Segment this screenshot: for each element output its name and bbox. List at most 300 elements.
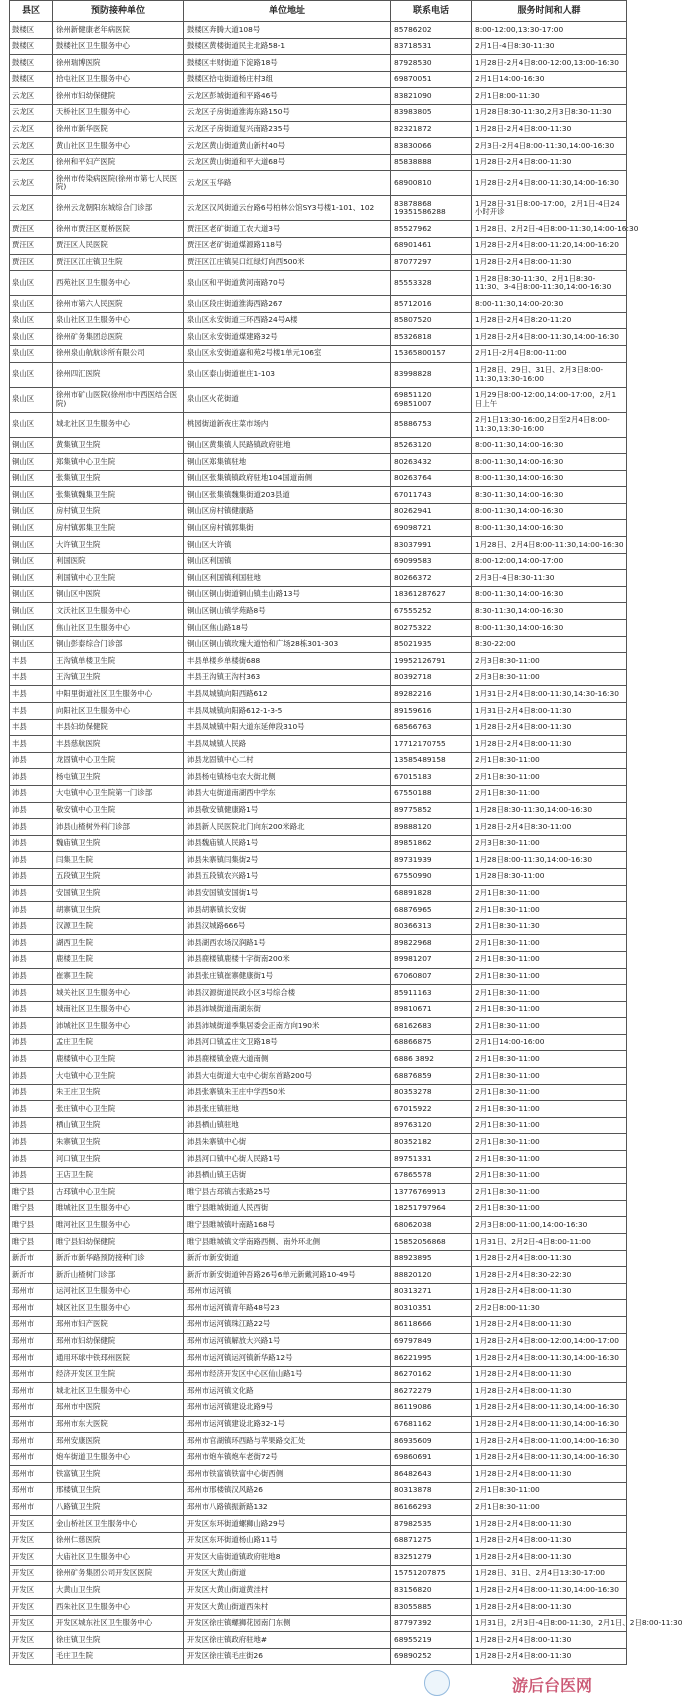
- cell-address: 云龙区玉华路: [184, 171, 391, 196]
- cell-phone: 86270162: [391, 1366, 472, 1383]
- cell-address: 铜山区利国镇利国驻地: [184, 570, 391, 587]
- cell-address: 铜山区焦山路18号: [184, 620, 391, 637]
- table-row: [10, 1200, 627, 1217]
- table-row: [10, 412, 627, 437]
- cell-address: 泉山区火花街道: [184, 387, 391, 412]
- cell-unit: 西朱社区卫生服务中心: [53, 1599, 184, 1616]
- cell-address: 邳州市运河镇文化路: [184, 1383, 391, 1400]
- cell-service-time: 1月28日-2月4日8:00-11:00,14:00-16:30: [472, 1433, 627, 1450]
- cell-unit: 栖山镇卫生院: [53, 1117, 184, 1134]
- cell-service-time: 2月1日8:30-11:00: [472, 1184, 627, 1201]
- cell-county: 沛县: [10, 1117, 53, 1134]
- cell-unit: 王店卫生院: [53, 1167, 184, 1184]
- table-row: [10, 951, 627, 968]
- cell-unit: 徐州仁慈医院: [53, 1532, 184, 1549]
- cell-service-time: 8:00-11:30,14:00-16:30: [472, 503, 627, 520]
- cell-unit: 徐州市第六人民医院: [53, 296, 184, 313]
- table-row: [10, 1217, 627, 1234]
- cell-address: 铜山区张集镇魏集街道203县道: [184, 487, 391, 504]
- cell-address: 贾汪区老矿街道煤源路118号: [184, 237, 391, 254]
- cell-service-time: 2月1日8:30-11:00: [472, 1068, 627, 1085]
- cell-service-time: 2月1日14:00-16:00: [472, 1034, 627, 1051]
- cell-county: 邳州市: [10, 1383, 53, 1400]
- cell-service-time: 1月28日-2月4日8:00-11:30,14:00-16:30: [472, 1449, 627, 1466]
- cell-unit: 朱寨镇卫生院: [53, 1134, 184, 1151]
- cell-address: 铜山区铜山镇玫瑰大道怡和广场28栋301-303: [184, 636, 391, 653]
- cell-phone: 86272279: [391, 1383, 472, 1400]
- header-phone: 联系电话: [391, 1, 472, 22]
- cell-address: 沛县栖山镇驻地: [184, 1117, 391, 1134]
- table-row: [10, 719, 627, 736]
- cell-phone: 89159616: [391, 703, 472, 720]
- cell-county: 泉山区: [10, 362, 53, 387]
- table-row: [10, 1167, 627, 1184]
- cell-unit: 毛庄卫生院: [53, 1648, 184, 1665]
- cell-unit: 徐州矿务集团公司开发区医院: [53, 1565, 184, 1582]
- cell-service-time: 1月28日-2月4日8:00-11:30,14:00-16:30: [472, 1416, 627, 1433]
- cell-county: 邳州市: [10, 1433, 53, 1450]
- cell-service-time: 2月1日8:30-11:00: [472, 1134, 627, 1151]
- cell-unit: 新沂山楂树门诊部: [53, 1267, 184, 1284]
- cell-phone: 69098721: [391, 520, 472, 537]
- cell-phone: 80392718: [391, 669, 472, 686]
- cell-phone: 83251279: [391, 1549, 472, 1566]
- cell-address: 沛县张庄镇崔寨健康街1号: [184, 968, 391, 985]
- cell-county: 沛县: [10, 1001, 53, 1018]
- cell-phone: 80352182: [391, 1134, 472, 1151]
- cell-unit: 拾屯社区卫生服务中心: [53, 71, 184, 88]
- cell-county: 贾汪区: [10, 237, 53, 254]
- cell-address: 泉山区泰山街道崔庄1-103: [184, 362, 391, 387]
- cell-county: 沛县: [10, 885, 53, 902]
- cell-unit: 徐州四汇医院: [53, 362, 184, 387]
- cell-address: 沛县敬安镇健康路1号: [184, 802, 391, 819]
- cell-phone: 83821090: [391, 88, 472, 105]
- cell-county: 邳州市: [10, 1449, 53, 1466]
- cell-service-time: 8:30-22:00: [472, 636, 627, 653]
- cell-unit: 大屯镇中心卫生院: [53, 1068, 184, 1085]
- cell-service-time: 1月28日8:30-11:30、2月1日8:30-11:30、3-4日8:00-11:30,14:00-16:30: [472, 271, 627, 296]
- table-row: [10, 1234, 627, 1251]
- cell-address: 沛县魏庙镇人民路1号: [184, 835, 391, 852]
- cell-address: 沛县大屯街道南湖西中学东: [184, 785, 391, 802]
- cell-address: 鼓楼区丰财街道下淀路18号: [184, 55, 391, 72]
- table-row: [10, 138, 627, 155]
- cell-address: 睢宁县睢城镇文学南路西侧、南外环北侧: [184, 1234, 391, 1251]
- table-row: [10, 221, 627, 238]
- cell-county: 泉山区: [10, 387, 53, 412]
- cell-phone: 85712016: [391, 296, 472, 313]
- cell-service-time: 8:00-11:30,14:00-16:30: [472, 586, 627, 603]
- cell-unit: 五段镇卫生院: [53, 868, 184, 885]
- table-row: [10, 1383, 627, 1400]
- cell-address: 桃园街道新夜庄菜市场内: [184, 412, 391, 437]
- cell-unit: 胡寨镇卫生院: [53, 902, 184, 919]
- cell-service-time: 1月28日-2月4日8:00-11:30,14:00-16:30: [472, 329, 627, 346]
- cell-unit: 徐州云龙朝阳东城综合门诊部: [53, 196, 184, 221]
- table-row: [10, 1350, 627, 1367]
- cell-county: 沛县: [10, 802, 53, 819]
- cell-unit: 大庙社区卫生服务中心: [53, 1549, 184, 1566]
- cell-phone: 6886 3892: [391, 1051, 472, 1068]
- cell-county: 邳州市: [10, 1350, 53, 1367]
- cell-unit: 八路镇卫生院: [53, 1499, 184, 1516]
- cell-address: 沛县胡寨镇长安街: [184, 902, 391, 919]
- cell-unit: 徐州市矿山医院(徐州市中西医结合医院): [53, 387, 184, 412]
- cell-phone: 19952126791: [391, 653, 472, 670]
- cell-address: 新沂市新安街道钟吾路26号6单元新戴河路10-49号: [184, 1267, 391, 1284]
- cell-unit: 经济开发区卫生院: [53, 1366, 184, 1383]
- cell-county: 贾汪区: [10, 221, 53, 238]
- cell-address: 丰县王沟镇王沟村363: [184, 669, 391, 686]
- cell-address: 沛县朱寨镇闫集街2号: [184, 852, 391, 869]
- cell-address: 邳州市运河镇建设北路32-1号: [184, 1416, 391, 1433]
- cell-unit: 杨屯镇卫生院: [53, 769, 184, 786]
- cell-county: 开发区: [10, 1632, 53, 1649]
- table-row: [10, 1615, 627, 1632]
- table-row: [10, 437, 627, 454]
- cell-unit: 魏庙镇卫生院: [53, 835, 184, 852]
- cell-service-time: 2月1日8:30-11:00: [472, 1151, 627, 1168]
- cell-service-time: 1月28日-2月4日8:00-11:30: [472, 1316, 627, 1333]
- cell-phone: 88923895: [391, 1250, 472, 1267]
- cell-service-time: 1月28日-2月4日8:00-11:20,14:00-16:20: [472, 237, 627, 254]
- cell-unit: 利国医院: [53, 553, 184, 570]
- table-row: [10, 769, 627, 786]
- cell-service-time: 2月1日8:30-11:00: [472, 769, 627, 786]
- cell-service-time: 1月28日、2月4日8:00-11:30,14:00-16:30: [472, 537, 627, 554]
- cell-county: 铜山区: [10, 603, 53, 620]
- cell-county: 沛县: [10, 1151, 53, 1168]
- table-row: [10, 885, 627, 902]
- cell-phone: 85263120: [391, 437, 472, 454]
- cell-service-time: 1月28日-2月4日8:00-11:30,14:00-16:30: [472, 1582, 627, 1599]
- table-row: [10, 1300, 627, 1317]
- cell-unit: 炮车街道卫生服务中心: [53, 1449, 184, 1466]
- cell-county: 铜山区: [10, 586, 53, 603]
- cell-phone: 69797849: [391, 1333, 472, 1350]
- cell-county: 云龙区: [10, 104, 53, 121]
- cell-county: 丰县: [10, 686, 53, 703]
- cell-address: 沛县五段镇农兴路1号: [184, 868, 391, 885]
- table-row: [10, 985, 627, 1002]
- cell-service-time: 2月1日8:30-11:00: [472, 1499, 627, 1516]
- table-row: [10, 1532, 627, 1549]
- cell-county: 铜山区: [10, 620, 53, 637]
- table-row: [10, 196, 627, 221]
- cell-unit: 邳州安康医院: [53, 1433, 184, 1450]
- cell-unit: 睢宁县妇幼保健院: [53, 1234, 184, 1251]
- cell-service-time: 2月1日8:30-11:00: [472, 785, 627, 802]
- table-row: [10, 819, 627, 836]
- cell-unit: 铜山区中医院: [53, 586, 184, 603]
- cell-phone: 68955219: [391, 1632, 472, 1649]
- cell-service-time: 2月2日8:00-11:30: [472, 1300, 627, 1317]
- cell-address: 云龙区彭城街道和平路46号: [184, 88, 391, 105]
- table-row: [10, 1101, 627, 1118]
- cell-phone: 83156820: [391, 1582, 472, 1599]
- cell-unit: 徐州市贾汪区夏桥医院: [53, 221, 184, 238]
- cell-phone: 85021935: [391, 636, 472, 653]
- cell-address: 沛县河口镇孟庄文卫路18号: [184, 1034, 391, 1051]
- cell-unit: 城关社区卫生服务中心: [53, 985, 184, 1002]
- cell-address: 邳州市运河镇青年路48号23: [184, 1300, 391, 1317]
- cell-unit: 龙固镇中心卫生院: [53, 752, 184, 769]
- table-row: [10, 902, 627, 919]
- table-row: [10, 1333, 627, 1350]
- cell-county: 云龙区: [10, 138, 53, 155]
- table-row: [10, 686, 627, 703]
- cell-county: 泉山区: [10, 271, 53, 296]
- cell-county: 邳州市: [10, 1316, 53, 1333]
- cell-unit: 湖西卫生院: [53, 935, 184, 952]
- cell-county: 睢宁县: [10, 1217, 53, 1234]
- cell-service-time: 8:00-11:30,14:00-16:30: [472, 437, 627, 454]
- cell-unit: 铜山彭泰综合门诊部: [53, 636, 184, 653]
- cell-phone: 80366313: [391, 918, 472, 935]
- cell-address: 邳州市运河镇运河镇新华路12号: [184, 1350, 391, 1367]
- cell-phone: 89763120: [391, 1117, 472, 1134]
- cell-county: 鼓楼区: [10, 55, 53, 72]
- cell-county: 铜山区: [10, 503, 53, 520]
- cell-unit: 徐州和平妇产医院: [53, 154, 184, 171]
- table-row: [10, 1416, 627, 1433]
- cell-address: 开发区大黄山街道: [184, 1565, 391, 1582]
- cell-address: 邳州市运河镇解放大兴路1号: [184, 1333, 391, 1350]
- cell-unit: 天桥社区卫生服务中心: [53, 104, 184, 121]
- cell-unit: 安国镇卫生院: [53, 885, 184, 902]
- table-row: [10, 454, 627, 471]
- cell-phone: 69870051: [391, 71, 472, 88]
- table-row: [10, 1366, 627, 1383]
- cell-service-time: 1月28日8:30-11:00: [472, 868, 627, 885]
- cell-address: 邳州市运河镇建设北路9号: [184, 1399, 391, 1416]
- cell-county: 沛县: [10, 951, 53, 968]
- cell-county: 新沂市: [10, 1267, 53, 1284]
- cell-service-time: 1月28日-2月4日8:00-11:30: [472, 254, 627, 271]
- cell-service-time: 2月3日8:30-11:00: [472, 669, 627, 686]
- cell-address: 铜山区房村镇郭集街: [184, 520, 391, 537]
- cell-phone: 67865578: [391, 1167, 472, 1184]
- cell-phone: 69860691: [391, 1449, 472, 1466]
- cell-unit: 崔寨卫生院: [53, 968, 184, 985]
- cell-phone: 83983805: [391, 104, 472, 121]
- cell-service-time: 2月1日8:30-11:00: [472, 1051, 627, 1068]
- cell-phone: 86935609: [391, 1433, 472, 1450]
- cell-service-time: 8:00-11:30,14:00-16:30: [472, 520, 627, 537]
- table-row: [10, 1018, 627, 1035]
- cell-phone: 89981207: [391, 951, 472, 968]
- cell-address: 云龙区黄山街道黄山新村40号: [184, 138, 391, 155]
- cell-unit: 丰县慈航医院: [53, 736, 184, 753]
- cell-county: 邳州市: [10, 1499, 53, 1516]
- cell-service-time: 1月31日-2月4日8:00-11:30,14:30-16:30: [472, 686, 627, 703]
- cell-phone: 67550990: [391, 868, 472, 885]
- cell-phone: 80353278: [391, 1084, 472, 1101]
- cell-address: 睢宁县睢城街道人民西街: [184, 1200, 391, 1217]
- cell-unit: 邢楼镇卫生院: [53, 1482, 184, 1499]
- cell-county: 云龙区: [10, 171, 53, 196]
- cell-service-time: 1月31日-2月4日8:00-11:30: [472, 703, 627, 720]
- cell-service-time: 2月1日8:30-11:00: [472, 1084, 627, 1101]
- cell-phone: 68900810: [391, 171, 472, 196]
- cell-address: 泉山区永安街道三环西路24号A楼: [184, 312, 391, 329]
- cell-unit: 闫集卫生院: [53, 852, 184, 869]
- cell-service-time: 1月28日-2月4日8:00-11:30: [472, 1549, 627, 1566]
- schedule-table-wrap: [9, 0, 682, 1665]
- cell-phone: 68062038: [391, 1217, 472, 1234]
- cell-address: 邳州市铁富镇铁富中心街西侧: [184, 1466, 391, 1483]
- cell-service-time: 2月1日8:30-11:00: [472, 1101, 627, 1118]
- cell-service-time: 2月1日8:30-11:00: [472, 885, 627, 902]
- header-unit: 预防接种单位: [53, 1, 184, 22]
- table-row: [10, 1648, 627, 1665]
- cell-address: 鼓楼区奔腾大道108号: [184, 22, 391, 39]
- cell-county: 沛县: [10, 819, 53, 836]
- cell-address: 铜山区利国镇: [184, 553, 391, 570]
- cell-phone: 83878868 19351586288: [391, 196, 472, 221]
- cell-address: 沛县栖山镇王店街: [184, 1167, 391, 1184]
- table-row: [10, 570, 627, 587]
- cell-unit: 通用环球中铁邳州医院: [53, 1350, 184, 1367]
- cell-county: 云龙区: [10, 154, 53, 171]
- cell-county: 丰县: [10, 653, 53, 670]
- cell-county: 丰县: [10, 736, 53, 753]
- cell-service-time: 1月28日-31日8:00-17:00，2月1日-4日24小时开诊: [472, 196, 627, 221]
- cell-phone: 80266372: [391, 570, 472, 587]
- cell-phone: 87982535: [391, 1516, 472, 1533]
- cell-service-time: 8:30-11:30,14:00-16:30: [472, 487, 627, 504]
- cell-county: 沛县: [10, 1018, 53, 1035]
- cell-address: 开发区徐庄镇毛庄街26: [184, 1648, 391, 1665]
- cell-address: 丰县凤城镇中阳大道东延伸段310号: [184, 719, 391, 736]
- cell-service-time: 1月28日-2月4日8:00-11:30: [472, 1466, 627, 1483]
- cell-county: 沛县: [10, 1034, 53, 1051]
- cell-county: 泉山区: [10, 312, 53, 329]
- cell-phone: 17712170755: [391, 736, 472, 753]
- table-row: [10, 1283, 627, 1300]
- cell-service-time: 1月28日、2月2日-4日8:00-11:30,14:00-16:30: [472, 221, 627, 238]
- cell-service-time: 2月1日8:30-11:00: [472, 985, 627, 1002]
- cell-service-time: 2月3日8:00-11:00,14:00-16:30: [472, 1217, 627, 1234]
- cell-service-time: 2月1日8:30-11:00: [472, 1001, 627, 1018]
- table-row: [10, 1399, 627, 1416]
- cell-county: 沛县: [10, 918, 53, 935]
- cell-county: 沛县: [10, 935, 53, 952]
- cell-phone: 85527962: [391, 221, 472, 238]
- table-row: [10, 387, 627, 412]
- cell-county: 邳州市: [10, 1482, 53, 1499]
- cell-address: 沛县鹿楼镇鹿楼十字街南200米: [184, 951, 391, 968]
- cell-address: 睢宁县古邳镇古张路25号: [184, 1184, 391, 1201]
- table-row: [10, 1466, 627, 1483]
- cell-county: 铜山区: [10, 470, 53, 487]
- cell-county: 铜山区: [10, 537, 53, 554]
- cell-phone: 13585489158: [391, 752, 472, 769]
- cell-service-time: 1月28日-2月4日8:00-11:30,14:00-16:30: [472, 1399, 627, 1416]
- cell-address: 铜山区铜山街道铜山镇圭山路13号: [184, 586, 391, 603]
- cell-address: 泉山区永安街道嘉和苑2号楼1单元106室: [184, 345, 391, 362]
- cell-unit: 王沟镇卫生院: [53, 669, 184, 686]
- cell-unit: 徐州市传染病医院(徐州市第七人民医院): [53, 171, 184, 196]
- cell-address: 沛县沛城街道南湖东街: [184, 1001, 391, 1018]
- cell-phone: 68866875: [391, 1034, 472, 1051]
- cell-unit: 鹿楼镇中心卫生院: [53, 1051, 184, 1068]
- cell-county: 邳州市: [10, 1366, 53, 1383]
- table-row: [10, 1068, 627, 1085]
- cell-address: 铜山区房村镇健康路: [184, 503, 391, 520]
- cell-phone: 68566763: [391, 719, 472, 736]
- cell-service-time: 2月1日8:30-11:30: [472, 918, 627, 935]
- cell-service-time: 1月28日-2月4日8:00-11:30: [472, 1648, 627, 1665]
- cell-address: 沛县大屯街道大屯中心街东首路200号: [184, 1068, 391, 1085]
- cell-address: 沛县汉源街道民政小区3号综合楼: [184, 985, 391, 1002]
- cell-phone: 83998828: [391, 362, 472, 387]
- cell-unit: 鹿楼卫生院: [53, 951, 184, 968]
- cell-unit: 运河社区卫生服务中心: [53, 1283, 184, 1300]
- cell-phone: 67015922: [391, 1101, 472, 1118]
- cell-phone: 80275322: [391, 620, 472, 637]
- table-header-row: [10, 1, 627, 22]
- cell-unit: 泉山社区卫生服务中心: [53, 312, 184, 329]
- table-row: [10, 1516, 627, 1533]
- cell-unit: 沛县山楂树外科门诊部: [53, 819, 184, 836]
- cell-county: 泉山区: [10, 345, 53, 362]
- cell-county: 云龙区: [10, 196, 53, 221]
- cell-phone: 85886753: [391, 412, 472, 437]
- cell-phone: 89822968: [391, 935, 472, 952]
- cell-county: 铜山区: [10, 570, 53, 587]
- table-row: [10, 752, 627, 769]
- cell-unit: 邳州市妇产医院: [53, 1316, 184, 1333]
- cell-address: 铜山区郑集镇驻地: [184, 454, 391, 471]
- cell-address: 沛县汉城路666号: [184, 918, 391, 935]
- cell-county: 开发区: [10, 1615, 53, 1632]
- cell-unit: 睢城社区卫生服务中心: [53, 1200, 184, 1217]
- cell-county: 贾汪区: [10, 254, 53, 271]
- table-row: [10, 171, 627, 196]
- cell-address: 铜山区张集镇镇政府驻地104国道南侧: [184, 470, 391, 487]
- cell-phone: 67555252: [391, 603, 472, 620]
- cell-address: 邳州市经济开发区中心区仙山路1号: [184, 1366, 391, 1383]
- cell-unit: 邳州市中医院: [53, 1399, 184, 1416]
- cell-county: 沛县: [10, 852, 53, 869]
- cell-service-time: 1月28日-2月4日8:20-11:20: [472, 312, 627, 329]
- table-row: [10, 802, 627, 819]
- table-row: [10, 296, 627, 313]
- cell-unit: 金山桥社区卫生服务中心: [53, 1516, 184, 1533]
- table-row: [10, 968, 627, 985]
- cell-phone: 88820120: [391, 1267, 472, 1284]
- table-row: [10, 1549, 627, 1566]
- table-row: [10, 104, 627, 121]
- cell-service-time: 8:00-12:00,14:00-17:00: [472, 553, 627, 570]
- table-row: [10, 345, 627, 362]
- cell-service-time: 1月31日、2月2日-4日8:00-11:00: [472, 1234, 627, 1251]
- cell-phone: 80263432: [391, 454, 472, 471]
- cell-phone: 82321872: [391, 121, 472, 138]
- cell-service-time: 1月28日-2月4日8:00-11:30: [472, 1283, 627, 1300]
- cell-address: 鼓楼区拾屯街道杨庄村3组: [184, 71, 391, 88]
- cell-phone: 18251797964: [391, 1200, 472, 1217]
- table-row: [10, 918, 627, 935]
- table-row: [10, 586, 627, 603]
- cell-phone: 67550188: [391, 785, 472, 802]
- cell-unit: 朱王庄卫生院: [53, 1084, 184, 1101]
- cell-service-time: 1月28日8:30-11:30,14:00-16:30: [472, 802, 627, 819]
- cell-unit: 城南社区卫生服务中心: [53, 1001, 184, 1018]
- cell-county: 邳州市: [10, 1283, 53, 1300]
